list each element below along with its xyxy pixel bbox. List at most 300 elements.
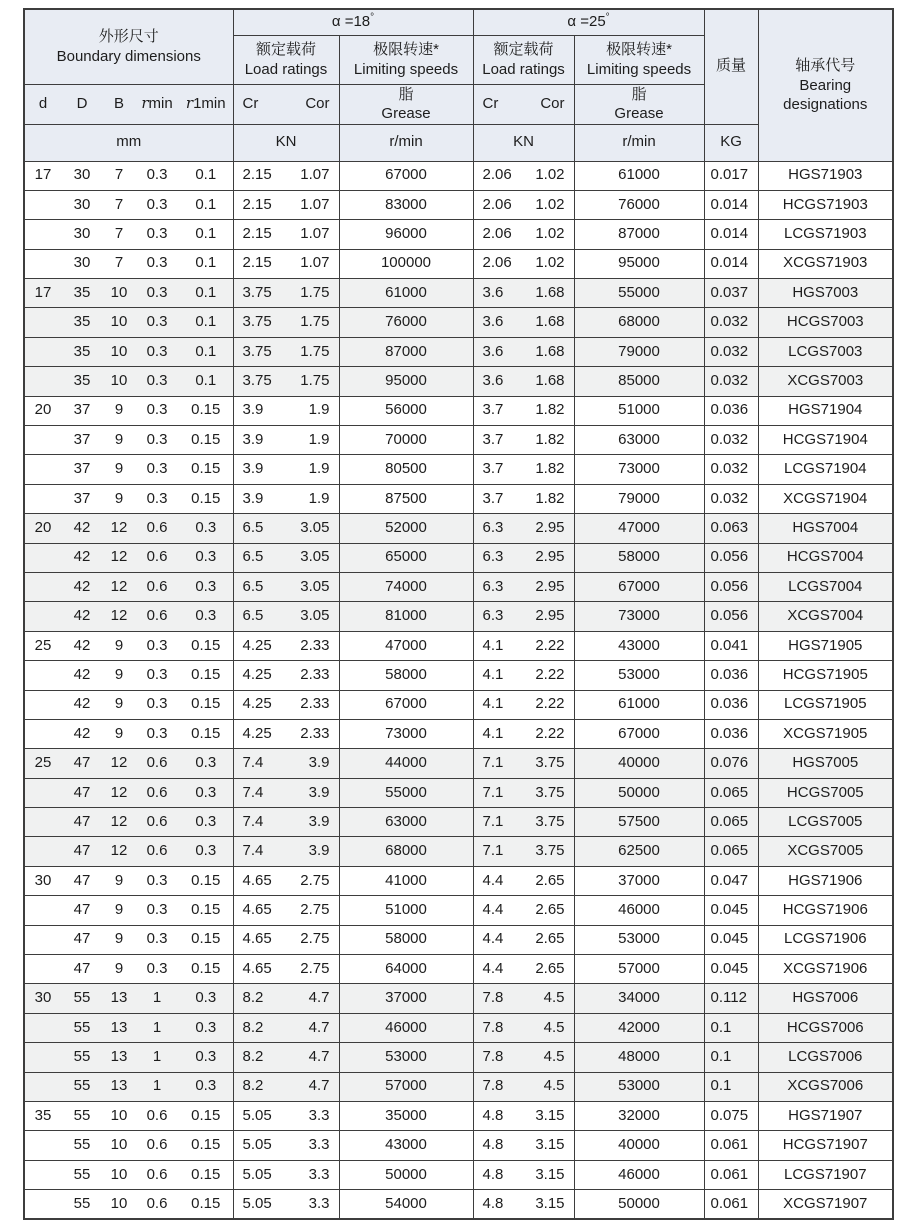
unit-rpm-25: r/min [574, 124, 704, 161]
header-alpha-18 [233, 9, 473, 35]
cell-load-ratings-18 [233, 1190, 339, 1219]
value-rmin: 0.6 [146, 783, 168, 801]
value-cr-25: 3.6 [482, 283, 504, 301]
cell-load-ratings-25 [473, 749, 574, 778]
cell-bearing-designation: HGS7006 [758, 984, 893, 1013]
value-cr-18: 5.05 [242, 1165, 272, 1183]
value-cor-25: 2.22 [535, 665, 565, 683]
cell-load-ratings-18 [233, 1072, 339, 1101]
value-D: 47 [73, 783, 91, 801]
value-r1min: 0.15 [191, 1194, 221, 1212]
value-d: 35 [34, 1106, 52, 1124]
cell-grease-speed-25: 32000 [574, 1102, 704, 1131]
cell-load-ratings-18 [233, 808, 339, 837]
value-r1min: 0.3 [195, 783, 217, 801]
cell-load-ratings-18 [233, 837, 339, 866]
cell-dimensions [24, 426, 233, 455]
cell-mass: 0.065 [704, 808, 758, 837]
value-r1min: 0.15 [191, 724, 221, 742]
value-cr-25: 4.8 [482, 1165, 504, 1183]
cell-bearing-designation: XCGS71906 [758, 955, 893, 984]
value-d: 30 [34, 989, 52, 1007]
cell-bearing-designation: LCGS71905 [758, 690, 893, 719]
value-D: 55 [73, 1194, 91, 1212]
value-cor-25: 3.75 [535, 783, 565, 801]
value-cor-25: 3.75 [535, 754, 565, 772]
value-cor-18: 2.75 [300, 871, 330, 889]
load-ratings-en: Load ratings [482, 60, 565, 78]
cell-load-ratings-18 [233, 337, 339, 366]
cell-grease-speed-25: 40000 [574, 749, 704, 778]
value-rmin: 0.6 [146, 519, 168, 536]
value-D: 47 [73, 871, 91, 889]
value-D: 47 [73, 812, 91, 830]
grease-zh: 脂 [631, 85, 647, 103]
cr-label: Cr [242, 94, 259, 112]
cell-dimensions [24, 308, 233, 337]
value-B: 12 [110, 812, 128, 830]
value-cr-18: 2.15 [242, 166, 272, 184]
value-r1min: 0.15 [191, 959, 221, 977]
header-boundary-dimensions [24, 9, 233, 84]
value-rmin: 0.3 [146, 166, 168, 184]
table-row [24, 719, 893, 748]
value-r1min: 0.1 [195, 254, 217, 272]
cell-grease-speed-18: 57000 [339, 1072, 473, 1101]
value-cr-18: 3.9 [242, 460, 264, 478]
cell-dimensions [24, 955, 233, 984]
value-cr-25: 7.1 [482, 783, 504, 801]
value-cr-18: 8.2 [242, 1048, 264, 1066]
value-B: 9 [114, 959, 124, 977]
cell-mass: 0.032 [704, 367, 758, 396]
value-r1min: 0.1 [195, 166, 217, 184]
value-B: 12 [110, 607, 128, 625]
value-B: 7 [114, 166, 124, 184]
value-cr-18: 6.5 [242, 607, 264, 625]
cell-grease-speed-25: 58000 [574, 543, 704, 572]
value-cr-18: 6.5 [242, 577, 264, 595]
value-r1min: 0.15 [191, 1165, 221, 1183]
cell-mass: 0.063 [704, 514, 758, 543]
value-D: 35 [73, 342, 91, 360]
value-r1min: 0.15 [191, 901, 221, 919]
bearing-designations-zh: 轴承代号 [795, 57, 856, 74]
value-rmin: 0.3 [146, 636, 168, 654]
cell-grease-speed-18: 61000 [339, 279, 473, 308]
table-row [24, 308, 893, 337]
value-rmin: 0.3 [146, 195, 168, 213]
cell-grease-speed-25: 61000 [574, 690, 704, 719]
cell-dimensions [24, 455, 233, 484]
unit-kg: KG [704, 124, 758, 161]
value-cr-25: 4.1 [482, 724, 504, 742]
value-rmin: 0.6 [146, 1106, 168, 1124]
value-cr-25: 4.8 [482, 1106, 504, 1124]
value-cr-18: 7.4 [242, 812, 264, 830]
cell-load-ratings-25 [473, 484, 574, 513]
value-B: 10 [110, 1194, 128, 1212]
value-cr-25: 7.8 [482, 1048, 504, 1066]
cell-bearing-designation: XCGS7004 [758, 602, 893, 631]
cell-mass: 0.1 [704, 1072, 758, 1101]
cell-load-ratings-18 [233, 749, 339, 778]
cell-dimensions [24, 249, 233, 278]
cell-bearing-designation: HCGS71906 [758, 896, 893, 925]
value-cor-18: 1.75 [300, 372, 330, 390]
value-cor-18: 1.9 [308, 430, 330, 448]
table-header [24, 9, 893, 161]
cell-dimensions [24, 1043, 233, 1072]
value-cr-25: 3.7 [482, 401, 504, 419]
table-row [24, 866, 893, 895]
cell-dimensions [24, 631, 233, 660]
value-B: 10 [110, 1165, 128, 1183]
cell-dimensions [24, 690, 233, 719]
value-rmin: 0.6 [146, 754, 168, 772]
value-cor-25: 2.95 [535, 548, 565, 566]
value-cr-18: 2.15 [242, 195, 272, 213]
cell-bearing-designation: HGS71905 [758, 631, 893, 660]
value-cor-18: 3.3 [308, 1136, 330, 1154]
value-cr-18: 4.25 [242, 695, 272, 713]
value-cr-18: 5.05 [242, 1106, 272, 1124]
value-cr-25: 7.8 [482, 1077, 504, 1095]
value-B: 9 [114, 636, 124, 654]
load-ratings-en: Load ratings [244, 60, 328, 78]
cell-bearing-designation: LCGS7006 [758, 1043, 893, 1072]
value-cor-25: 1.02 [535, 225, 565, 243]
cell-load-ratings-25 [473, 896, 574, 925]
cell-grease-speed-18: 43000 [339, 1131, 473, 1160]
cell-mass: 0.045 [704, 925, 758, 954]
value-r1min: 0.3 [195, 1048, 217, 1066]
cell-mass: 0.036 [704, 396, 758, 425]
cell-mass: 0.1 [704, 1013, 758, 1042]
cell-grease-speed-25: 95000 [574, 249, 704, 278]
value-D: 47 [73, 901, 91, 919]
value-cor-25: 1.02 [535, 254, 565, 272]
value-D: 30 [73, 166, 91, 184]
value-r1min: 0.1 [195, 372, 217, 390]
cell-mass: 0.075 [704, 1102, 758, 1131]
value-r1min: 0.3 [195, 1077, 217, 1095]
boundary-dimensions-en: Boundary dimensions [56, 47, 201, 65]
value-d: 17 [34, 283, 52, 301]
value-B: 7 [114, 225, 124, 243]
cell-mass: 0.061 [704, 1190, 758, 1219]
cell-load-ratings-25 [473, 543, 574, 572]
cell-grease-speed-25: 43000 [574, 631, 704, 660]
cell-load-ratings-18 [233, 984, 339, 1013]
value-cor-18: 1.07 [300, 166, 330, 184]
cell-bearing-designation: HCGS71903 [758, 190, 893, 219]
cell-load-ratings-18 [233, 161, 339, 190]
value-rmin: 0.6 [146, 842, 168, 860]
value-cor-25: 1.82 [535, 460, 565, 478]
cell-mass: 0.045 [704, 896, 758, 925]
cell-grease-speed-18: 56000 [339, 396, 473, 425]
value-cor-25: 3.15 [535, 1194, 565, 1212]
value-cor-25: 1.02 [535, 166, 565, 184]
cell-load-ratings-25 [473, 719, 574, 748]
cell-mass: 0.056 [704, 572, 758, 601]
value-D: 37 [73, 489, 91, 507]
cell-mass: 0.056 [704, 543, 758, 572]
value-r1min: 0.3 [195, 812, 217, 830]
cell-load-ratings-25 [473, 690, 574, 719]
value-D: 37 [73, 430, 91, 448]
value-D: 30 [73, 254, 91, 272]
value-cor-18: 3.05 [300, 607, 330, 625]
value-B: 12 [110, 842, 128, 860]
cell-load-ratings-25 [473, 249, 574, 278]
cell-mass: 0.065 [704, 837, 758, 866]
cell-load-ratings-25 [473, 925, 574, 954]
value-cor-18: 1.9 [308, 489, 330, 507]
value-cor-18: 1.75 [300, 342, 330, 360]
value-rmin: 0.6 [146, 548, 168, 566]
grease-zh: 脂 [398, 85, 414, 103]
value-D: 42 [73, 548, 91, 566]
table-row [24, 896, 893, 925]
table-row [24, 1190, 893, 1219]
cell-mass: 0.017 [704, 161, 758, 190]
table-row [24, 1102, 893, 1131]
value-cor-18: 2.75 [300, 959, 330, 977]
value-D: 47 [73, 842, 91, 860]
value-cr-25: 4.4 [482, 930, 504, 948]
cell-bearing-designation: HGS71906 [758, 866, 893, 895]
value-B: 12 [110, 548, 128, 566]
value-cor-25: 2.65 [535, 930, 565, 948]
limiting-speeds-en: Limiting speeds [353, 60, 459, 78]
value-rmin: 0.3 [146, 283, 168, 301]
table-row [24, 778, 893, 807]
unit-rpm-18: r/min [339, 124, 473, 161]
alpha-25-label: α =25 [567, 12, 606, 30]
cell-load-ratings-18 [233, 308, 339, 337]
table-row [24, 837, 893, 866]
value-d: 25 [34, 754, 52, 772]
value-d: 30 [34, 871, 52, 889]
cell-load-ratings-18 [233, 690, 339, 719]
value-rmin: 1 [152, 1048, 162, 1066]
cell-grease-speed-25: 50000 [574, 778, 704, 807]
cell-dimensions [24, 396, 233, 425]
value-D: 55 [73, 1077, 91, 1095]
table-row [24, 572, 893, 601]
cell-grease-speed-25: 53000 [574, 661, 704, 690]
value-rmin: 0.3 [146, 401, 168, 419]
cell-mass: 0.032 [704, 484, 758, 513]
cell-grease-speed-25: 62500 [574, 837, 704, 866]
table-row [24, 426, 893, 455]
value-cr-25: 3.7 [482, 430, 504, 448]
cell-grease-speed-18: 81000 [339, 602, 473, 631]
cell-load-ratings-18 [233, 426, 339, 455]
value-cor-25: 1.82 [535, 430, 565, 448]
value-rmin: 1 [152, 1077, 162, 1095]
table-row [24, 514, 893, 543]
value-cr-18: 7.4 [242, 754, 264, 772]
value-cr-25: 4.4 [482, 901, 504, 919]
value-cr-18: 3.9 [242, 489, 264, 507]
cell-mass: 0.014 [704, 220, 758, 249]
cell-load-ratings-25 [473, 866, 574, 895]
value-cr-25: 3.6 [482, 342, 504, 360]
cell-dimensions [24, 661, 233, 690]
cell-load-ratings-25 [473, 631, 574, 660]
cell-dimensions [24, 220, 233, 249]
cell-grease-speed-25: 55000 [574, 279, 704, 308]
header-limiting-speeds-25 [574, 35, 704, 84]
table-row [24, 690, 893, 719]
cell-bearing-designation: HCGS71905 [758, 661, 893, 690]
cell-grease-speed-25: 37000 [574, 866, 704, 895]
cell-load-ratings-18 [233, 249, 339, 278]
cell-dimensions [24, 837, 233, 866]
value-B: 9 [114, 871, 124, 889]
cell-load-ratings-18 [233, 955, 339, 984]
value-cr-18: 4.65 [242, 871, 272, 889]
value-rmin: 0.6 [146, 577, 168, 595]
cell-grease-speed-25: 73000 [574, 455, 704, 484]
value-cor-18: 3.9 [308, 754, 330, 772]
cell-load-ratings-25 [473, 190, 574, 219]
value-cr-18: 3.9 [242, 430, 264, 448]
cell-mass: 0.032 [704, 426, 758, 455]
value-cr-25: 6.3 [482, 519, 504, 536]
value-r1min: 0.15 [191, 489, 221, 507]
grease-en: Grease [614, 105, 664, 122]
value-cor-25: 1.68 [535, 313, 565, 331]
cell-dimensions [24, 337, 233, 366]
cor-label: Cor [305, 94, 330, 112]
cell-grease-speed-25: 50000 [574, 1190, 704, 1219]
cell-grease-speed-25: 34000 [574, 984, 704, 1013]
value-cr-18: 6.5 [242, 519, 264, 536]
cell-load-ratings-18 [233, 896, 339, 925]
cell-load-ratings-18 [233, 1160, 339, 1189]
value-cr-25: 4.4 [482, 959, 504, 977]
value-cor-18: 3.9 [308, 783, 330, 801]
value-cor-18: 3.3 [308, 1106, 330, 1124]
cell-dimensions [24, 190, 233, 219]
value-cr-18: 7.4 [242, 842, 264, 860]
cell-mass: 0.065 [704, 778, 758, 807]
cell-grease-speed-18: 70000 [339, 426, 473, 455]
cell-bearing-designation: LCGS7004 [758, 572, 893, 601]
cell-bearing-designation: LCGS71904 [758, 455, 893, 484]
cell-mass: 0.014 [704, 249, 758, 278]
cell-grease-speed-18: 87000 [339, 337, 473, 366]
cell-load-ratings-18 [233, 396, 339, 425]
value-cor-18: 1.9 [308, 401, 330, 419]
cell-dimensions [24, 1072, 233, 1101]
value-D: 37 [73, 460, 91, 478]
table-row [24, 220, 893, 249]
value-cor-18: 3.9 [308, 842, 330, 860]
value-B: 10 [110, 342, 128, 360]
value-B: 9 [114, 430, 124, 448]
table-row [24, 396, 893, 425]
value-cor-18: 1.07 [300, 254, 330, 272]
table-row [24, 161, 893, 190]
value-r1min: 0.1 [195, 283, 217, 301]
value-B: 9 [114, 489, 124, 507]
cell-load-ratings-18 [233, 279, 339, 308]
value-cor-18: 2.33 [300, 695, 330, 713]
value-cr-18: 3.75 [242, 342, 272, 360]
value-cor-25: 1.82 [535, 401, 565, 419]
value-D: 42 [73, 665, 91, 683]
value-cr-25: 2.06 [482, 166, 512, 184]
value-cor-25: 1.68 [535, 342, 565, 360]
cell-bearing-designation: LCGS71906 [758, 925, 893, 954]
value-rmin: 0.3 [146, 665, 168, 683]
value-cor-18: 4.7 [308, 1048, 330, 1066]
value-cor-25: 1.02 [535, 195, 565, 213]
col-label-rmin: rmin [141, 94, 173, 113]
value-rmin: 0.3 [146, 430, 168, 448]
cell-bearing-designation: LCGS7003 [758, 337, 893, 366]
cell-load-ratings-18 [233, 778, 339, 807]
value-D: 42 [73, 695, 91, 713]
cell-dimensions [24, 1013, 233, 1042]
table-row [24, 484, 893, 513]
cell-grease-speed-18: 46000 [339, 1013, 473, 1042]
cr-label: Cr [482, 94, 499, 112]
cell-grease-speed-25: 48000 [574, 1043, 704, 1072]
cell-bearing-designation: HCGS7004 [758, 543, 893, 572]
value-cr-25: 4.8 [482, 1194, 504, 1212]
value-r1min: 0.15 [191, 665, 221, 683]
cell-load-ratings-25 [473, 1160, 574, 1189]
value-cr-18: 4.65 [242, 959, 272, 977]
value-D: 55 [73, 1048, 91, 1066]
value-B: 12 [110, 754, 128, 772]
cell-load-ratings-18 [233, 866, 339, 895]
cell-dimensions [24, 1190, 233, 1219]
value-cor-25: 1.68 [535, 283, 565, 301]
value-cr-18: 4.25 [242, 636, 272, 654]
cell-grease-speed-25: 51000 [574, 396, 704, 425]
value-cr-18: 5.05 [242, 1136, 272, 1154]
cell-grease-speed-18: 65000 [339, 543, 473, 572]
value-rmin: 0.3 [146, 489, 168, 507]
cell-load-ratings-18 [233, 719, 339, 748]
value-cor-18: 2.75 [300, 901, 330, 919]
value-D: 30 [73, 195, 91, 213]
cell-bearing-designation: HGS7004 [758, 514, 893, 543]
value-D: 55 [73, 1106, 91, 1124]
cell-load-ratings-18 [233, 925, 339, 954]
value-r1min: 0.3 [195, 989, 217, 1007]
cell-load-ratings-25 [473, 514, 574, 543]
unit-mm: mm [24, 124, 233, 161]
value-d: 20 [34, 401, 52, 419]
unit-kn-25: KN [473, 124, 574, 161]
value-D: 47 [73, 959, 91, 977]
cell-bearing-designation: LCGS71903 [758, 220, 893, 249]
header-mass: 质量 [704, 9, 758, 124]
cell-mass: 0.036 [704, 690, 758, 719]
value-cor-18: 1.07 [300, 195, 330, 213]
value-B: 7 [114, 254, 124, 272]
grease-en: Grease [381, 105, 431, 122]
value-cor-25: 2.22 [535, 636, 565, 654]
